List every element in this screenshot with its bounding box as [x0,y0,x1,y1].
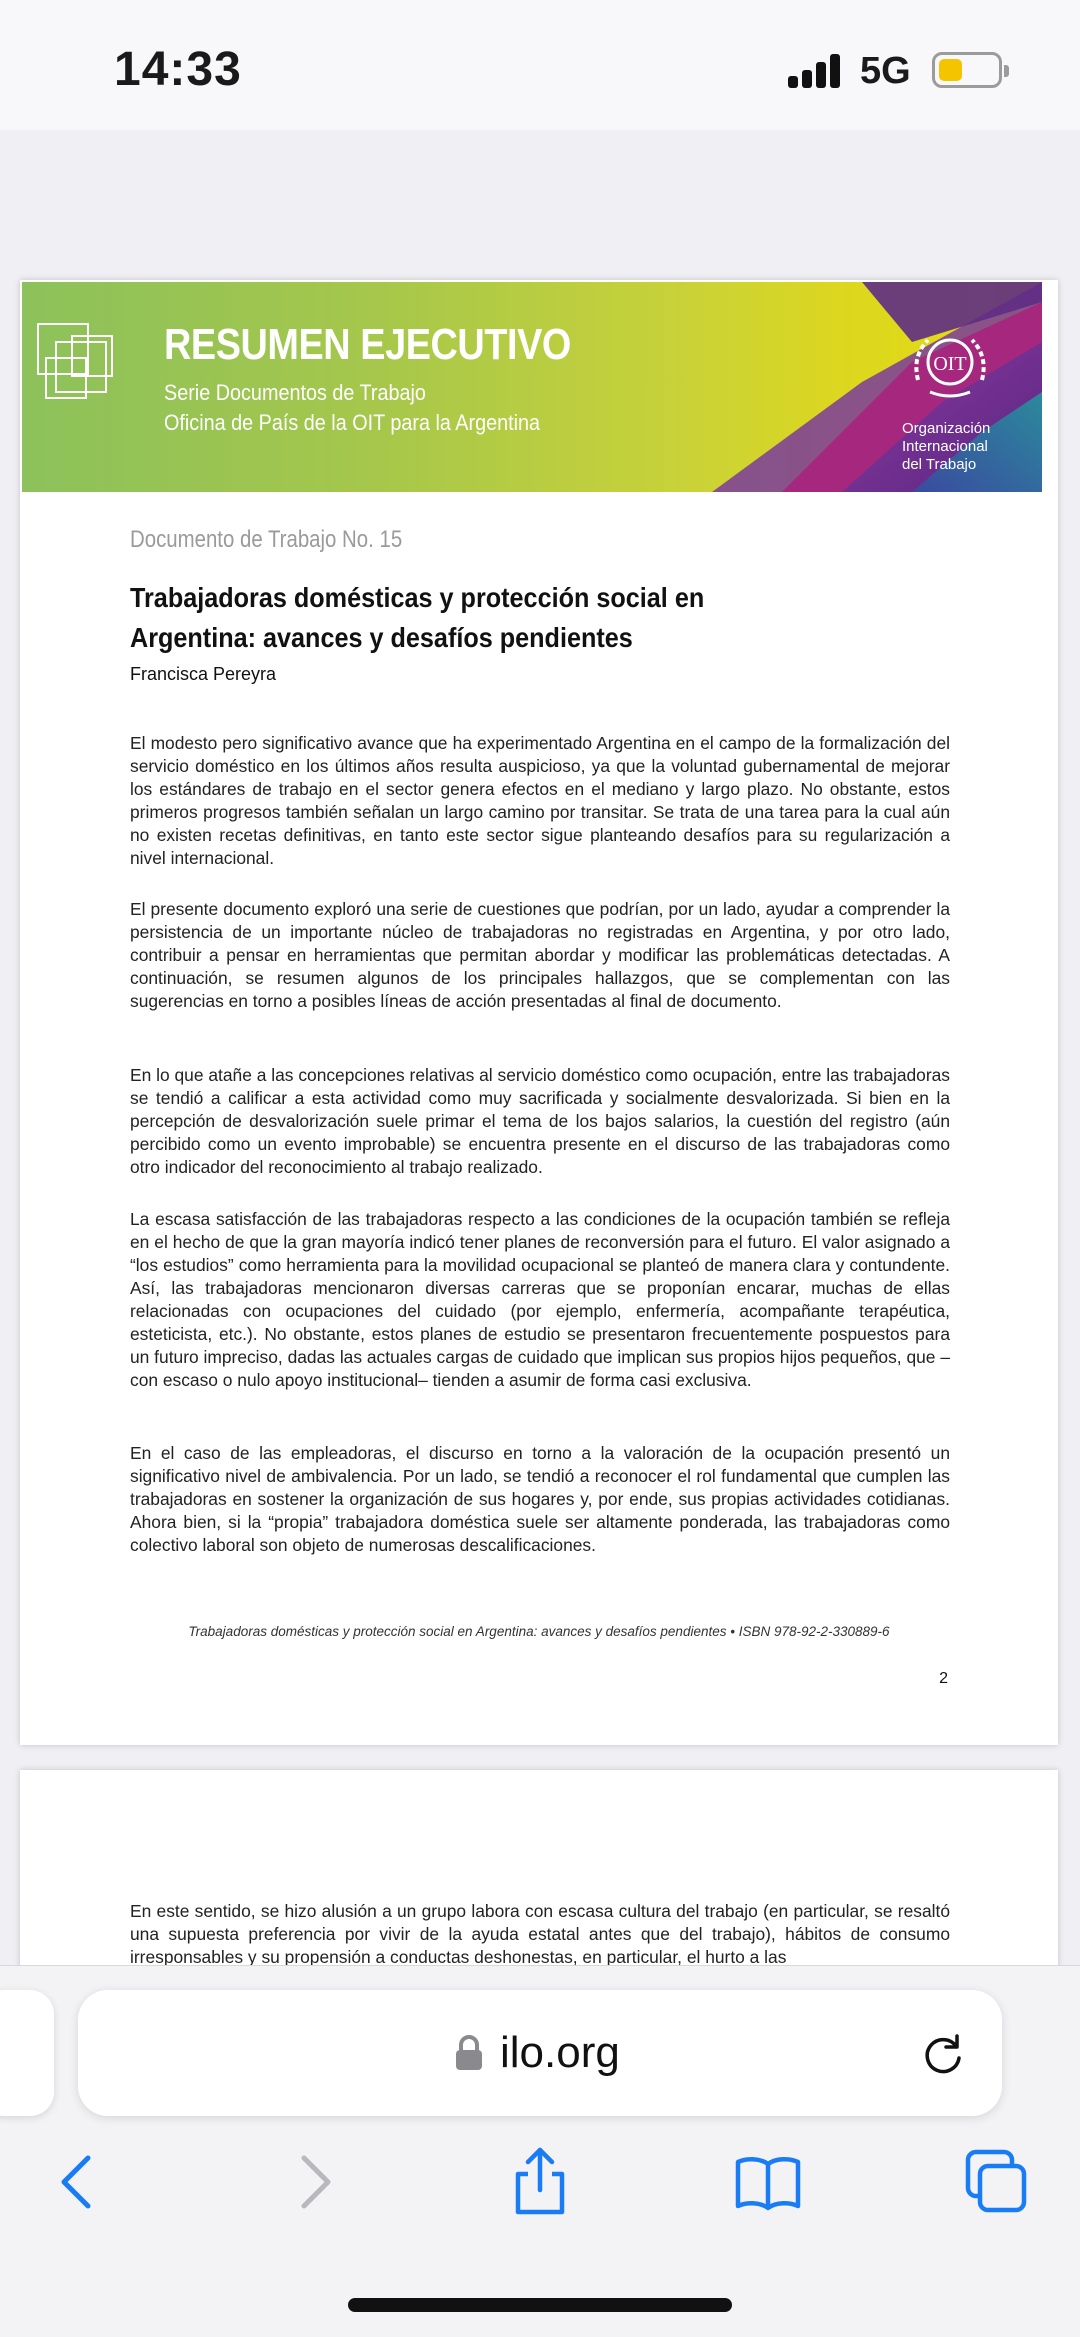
browser-bottom-bar [0,1965,1080,2337]
page-number: 2 [939,1670,948,1687]
status-bar [0,0,1080,130]
svg-text:OIT: OIT [933,353,967,375]
back-icon[interactable] [44,2146,116,2218]
body-paragraph: En este sentido, se hizo alusión a un grupo labora con escasa cultura del trabajo (en particular, se resaltó una supuesta preferencia por vivir de la ayuda estatal antes que del trabajo), hábitos de consumo irresponsables y su propensión a conductas deshonestas, en particular, el hurto a las [130,1901,950,1965]
body-paragraph: El modesto pero significativo avance que ha experimentado Argentina en el campo de la formalización del servicio doméstico en los últimos años resulta auspicioso, ya que la voluntad gubernamental de mejorar los estándares de trabajo en el sector genera efectos en el mediano y largo plazo. No obstante, estos primeros progresos también señalan un largo camino por transitar. Se trata de una tarea para la cual aún no existen recetas definitivas, en tanto este sector sigue planteando desafíos para su regularización a nivel internacional. [130,733,950,868]
home-indicator[interactable] [348,2298,732,2312]
previous-tab-peek[interactable] [0,1990,54,2116]
pdf-page-2 [20,280,1058,1745]
banner-subtitle-series: Serie Documentos de Trabajo [164,380,426,405]
series-logo-icon [36,322,126,412]
executive-summary-banner [22,282,1042,492]
pdf-page-3 [20,1770,1058,1965]
banner-title: RESUMEN EJECUTIVO [164,320,571,369]
tabs-icon[interactable] [960,2146,1032,2218]
address-bar[interactable] [78,1990,1002,2116]
status-time: 14:33 [114,43,242,96]
url-text: ilo.org [500,2028,620,2077]
reload-icon[interactable] [920,2030,966,2076]
lock-icon [454,2034,484,2072]
body-paragraph: La escasa satisfacción de las trabajadoras respecto a las condiciones de la ocupación también se refleja en el hecho de que la gran mayoría indicó tener planes de reconversión para el futuro. El valor asignado a “los estudios” como herramienta para la movilidad ocupacional se planteó de manera clara y contundente. Así, las trabajadoras mencionaron diversas carreras que se proponían encarar, muchas de ellas relacionadas con ocupaciones del cuidado (por ejemplo, enfermería, acompañante terapéutica, esteticista, etc.). No obstante, estos planes de estudio se presentaron frecuentemente pospuestos para un futuro impreciso, dadas las actuales cargas de cuidado que implican sus propios hijos pequeños, que –con escaso o nulo apoyo institucional– tienden a asumir de forma casi exclusiva. [130,1209,950,1390]
battery-fill [939,59,962,81]
body-paragraph: El presente documento exploró una serie de cuestiones que podrían, por un lado, ayudar a comprender la persistencia de un importante núcleo de trabajadoras no registradas en Argentina, y por otro lado, contribuir a pensar en herramientas que permitan abordar y modificar las problemáticas detectadas. A continuación, se resumen algunos de los principales hallazgos, que se complementan con las sugerencias en torno a posibles líneas de acción presentadas al final de documento. [130,899,950,1011]
bookmarks-icon[interactable] [732,2146,804,2218]
cellular-signal-icon [788,54,844,88]
body-paragraph: En lo que atañe a las concepciones relativas al servicio doméstico como ocupación, entre las trabajadoras se tendió a calificar a esta actividad como muy sacrificada y socialmente desvalorizada. Si bien en la percepción de desvalorización suele primar el tema de los bajos salarios, la cuestión del registro (aún percibido como un evento improbable) se encuentra presente en el discurso de las trabajadoras como otro indicador del reconocimiento al trabajo realizado. [130,1065,950,1177]
forward-icon[interactable] [276,2146,348,2218]
document-title: Trabajadoras domésticas y protección social en Argentina: avances y desafíos pendientes [130,582,705,653]
share-icon[interactable] [504,2146,576,2218]
battery-icon [932,52,1002,88]
document-author: Francisca Pereyra [130,664,277,684]
document-footer-reference: Trabajadoras domésticas y protección social en Argentina: avances y desafíos pendientes • ISBN 978-92-2-330889-6 [188,1624,890,1639]
document-number: Documento de Trabajo No. 15 [130,526,403,553]
banner-subtitle-office: Oficina de País de la OIT para la Argentina [164,410,541,435]
body-paragraph: En el caso de las empleadoras, el discurso en torno a la valoración de la ocupación presentó un significativo nivel de ambivalencia. Por un lado, se tendió a reconocer el rol fundamental que cumplen las trabajadoras en sostener la organización de sus hogares y, por ende, sus propias actividades cotidianas. Ahora bien, si la “propia” trabajadora doméstica suele ser altamente ponderada, las trabajadoras como colectivo laboral son objeto de numerosas descalificaciones. [130,1443,950,1555]
pdf-viewport[interactable] [0,130,1080,1965]
network-type: 5G [860,50,911,92]
oit-emblem-icon [902,322,998,402]
oit-organization-name: Organización Internacional del Trabajo [902,420,991,473]
